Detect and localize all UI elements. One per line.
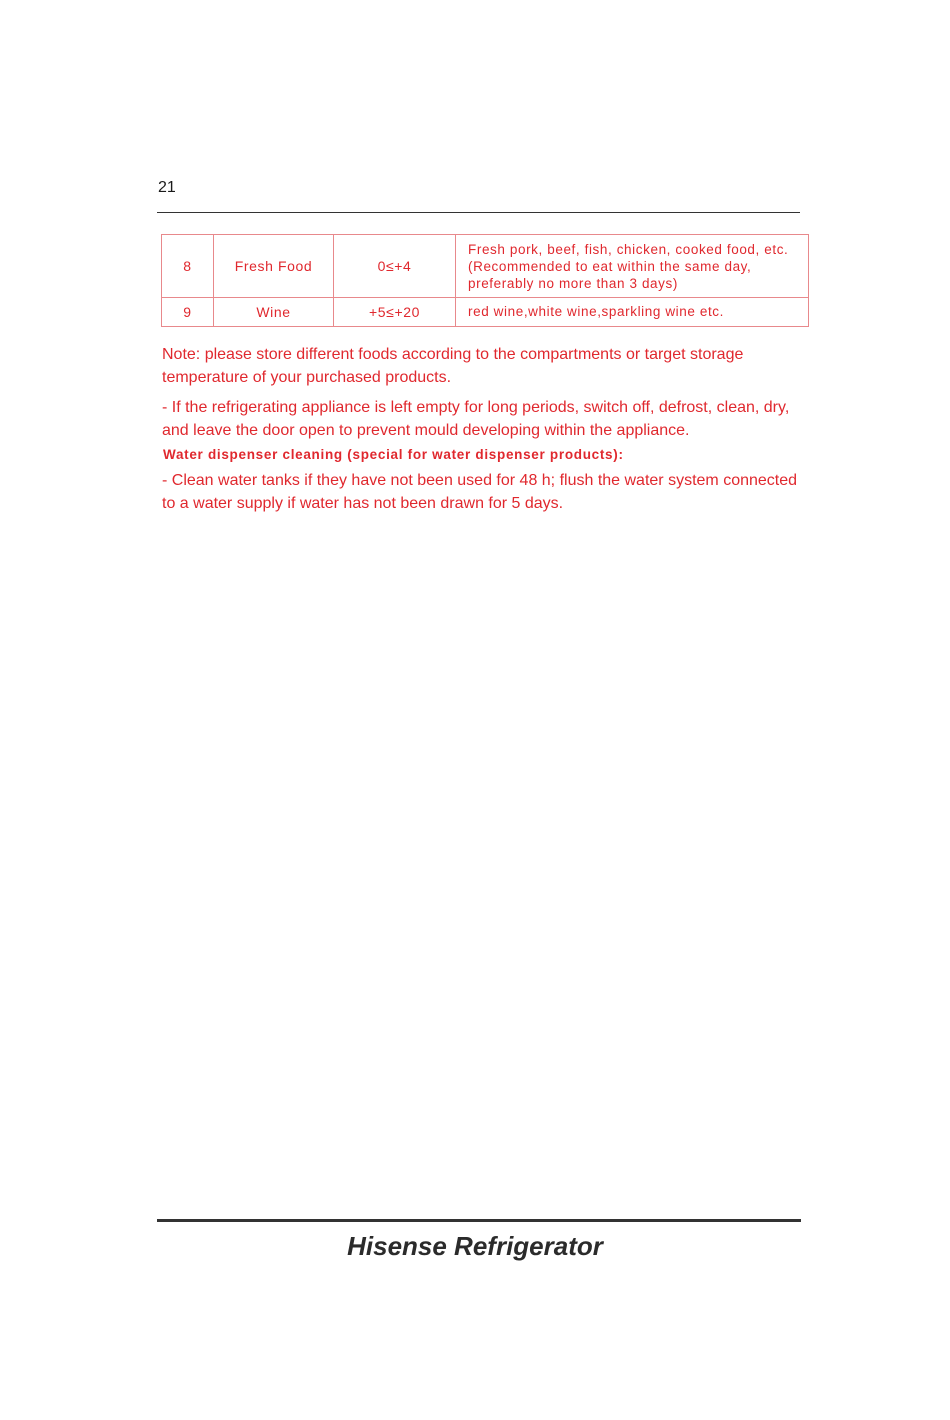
- row-index: 8: [162, 235, 214, 298]
- description-line: Fresh pork, beef, fish, chicken, cooked food, etc.: [468, 242, 789, 257]
- header-divider: [157, 212, 800, 213]
- description-line: preferably no more than 3 days): [468, 276, 678, 291]
- row-index: 9: [162, 298, 214, 327]
- food-description: [456, 298, 809, 327]
- temperature-range: +5≤+20: [334, 298, 456, 327]
- dispenser-cleaning-heading: Water dispenser cleaning (special for water dispenser products):: [163, 447, 624, 462]
- storage-table: [161, 234, 809, 327]
- page-number: 21: [158, 179, 176, 196]
- food-description: [456, 235, 809, 298]
- description-line: (Recommended to eat within the same day,: [468, 259, 752, 274]
- brand-logo: Hisense Refrigerator: [347, 1231, 603, 1261]
- empty-appliance-note: - If the refrigerating appliance is left empty for long periods, switch off, defrost, clean, dry, and leave the door open to prevent mould developing within the appliance.: [162, 399, 790, 439]
- description-line: red wine,white wine,sparkling wine etc.: [468, 304, 725, 319]
- table-row: [162, 298, 809, 327]
- footer-divider: [157, 1219, 801, 1222]
- storage-note: Note: please store different foods according to the compartments or target storage temperature of your purchased products.: [162, 346, 744, 386]
- temperature-range: 0≤+4: [334, 235, 456, 298]
- table-row: [162, 235, 809, 298]
- compartment-name: Wine: [214, 298, 334, 327]
- dispenser-cleaning-note: - Clean water tanks if they have not been used for 48 h; flush the water system connected to a water supply if water has not been drawn for 5 days.: [162, 472, 798, 512]
- compartment-name: Fresh Food: [214, 235, 334, 298]
